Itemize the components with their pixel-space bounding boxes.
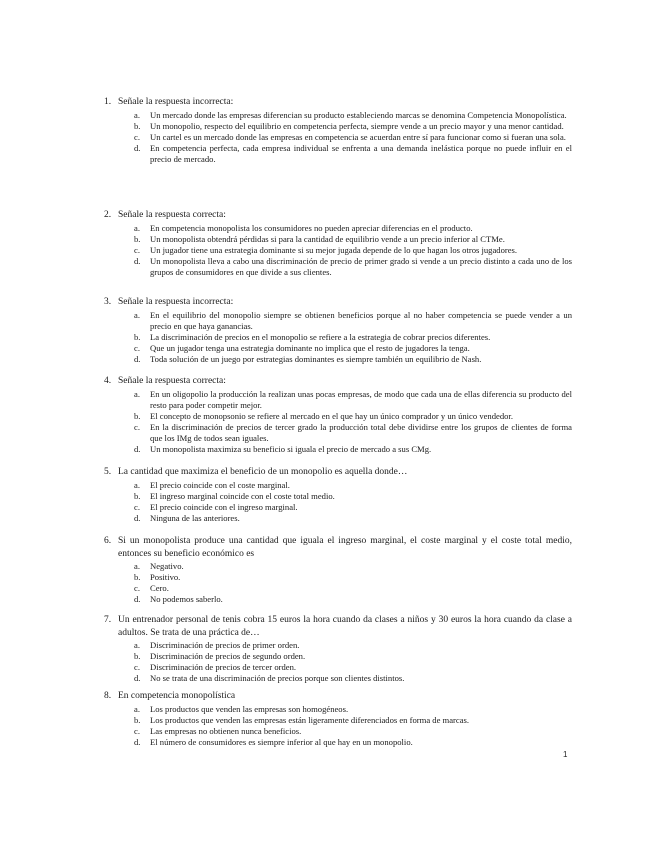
option-text: El ingreso marginal coincide con el coste total medio. (150, 490, 335, 501)
option-letter: c. (134, 131, 140, 142)
option-a (104, 223, 572, 234)
option-letter: d. (134, 673, 141, 683)
question-7 (104, 614, 572, 684)
option-a (104, 389, 572, 411)
page-number: 1 (563, 750, 568, 759)
question-1 (104, 96, 572, 165)
option-letter: b. (134, 651, 141, 661)
option-text: En el equilibrio del monopolio siempre se obtienen beneficios porque al no haber competencia se puede vender a un precio en que haya ganancias. (150, 309, 572, 331)
option-text: No se trata de una discriminación de precios porque son clientes distintos. (150, 673, 405, 683)
option-text: Ninguna de las anteriores. (150, 512, 240, 523)
option-letter: d. (134, 142, 141, 153)
option-text: Discriminación de precios de tercer orden. (150, 662, 297, 672)
option-text: Negativo. (150, 561, 184, 571)
question-text: Señale la respuesta incorrecta: (118, 297, 234, 307)
options-list (104, 640, 572, 684)
option-b (104, 572, 572, 583)
options-list (104, 310, 572, 365)
option-letter: c. (134, 583, 140, 593)
question-8 (104, 690, 572, 748)
question-number: 1. (104, 97, 112, 107)
option-c (104, 726, 572, 737)
option-text: Discriminación de precios de primer orden. (150, 640, 300, 650)
option-b (104, 121, 572, 132)
option-text: Discriminación de precios de segundo orden. (150, 651, 306, 661)
option-b (104, 651, 572, 662)
option-letter: a. (134, 703, 140, 714)
option-a (104, 704, 572, 715)
option-text: Toda solución de un juego por estrategias dominantes es siempre también un equilibrio de Nash. (150, 353, 482, 364)
question-3 (104, 296, 572, 365)
option-text: Cero. (150, 583, 169, 593)
option-text: Que un jugador tenga una estrategia dominante no implica que el resto de jugadores la tenga. (150, 342, 470, 353)
option-letter: c. (134, 244, 140, 255)
option-text: Un monopolio, respecto del equilibrio en competencia perfecta, siempre vende a un precio mayor y una menor cantidad. (150, 120, 564, 131)
option-letter: b. (134, 572, 141, 582)
question-text: En competencia monopolística (118, 691, 236, 701)
option-d (104, 513, 572, 524)
option-letter: c. (134, 342, 140, 353)
question-number: 6. (104, 536, 112, 546)
option-text: En competencia monopolista los consumidores no pueden apreciar diferencias en el producto. (150, 222, 473, 233)
option-text: El número de consumidores es siempre inferior al que hay en un monopolio. (150, 736, 413, 747)
option-a (104, 561, 572, 572)
option-letter: d. (134, 736, 141, 747)
option-c (104, 502, 572, 513)
option-text: Un monopolista obtendrá pérdidas si para la cantidad de equilibrio vende a un precio inferior al CTMe. (150, 233, 505, 244)
option-text: Los productos que venden las empresas son homogéneos. (150, 703, 349, 714)
question-text: Si un monopolista produce una cantidad que iguala el ingreso marginal, el coste marginal y el coste total medio, entonces su beneficio económico es (118, 536, 572, 559)
option-letter: a. (134, 222, 140, 233)
option-text: En un oligopolio la producción la realizan unas pocas empresas, de modo que cada una de ellas diferencia su producto del resto para poder competir mejor. (150, 388, 572, 410)
options-list (104, 110, 572, 165)
option-letter: b. (134, 410, 141, 421)
option-text: Las empresas no obtienen nunca beneficios. (150, 725, 302, 736)
question-number: 2. (104, 210, 112, 220)
question-text: Señale la respuesta incorrecta: (118, 97, 234, 107)
question-text: Señale la respuesta correcta: (118, 376, 226, 386)
option-c (104, 422, 572, 444)
option-text: Un cartel es un mercado donde las empresas en competencia se acuerdan entre sí para funcionar como si fueran una sola. (150, 131, 566, 142)
option-text: Los productos que venden las empresas están ligeramente diferenciados en forma de marcas. (150, 714, 470, 725)
options-list (104, 704, 572, 748)
option-a (104, 640, 572, 651)
option-letter: c. (134, 725, 140, 736)
option-letter: d. (134, 255, 141, 266)
option-text: La discriminación de precios en el monopolio se refiere a la estrategia de cobrar precios diferentes. (150, 331, 491, 342)
question-number: 5. (104, 467, 112, 477)
question-number: 8. (104, 691, 112, 701)
question-6 (104, 535, 572, 605)
option-letter: d. (134, 512, 141, 523)
question-number: 3. (104, 297, 112, 307)
question-text: La cantidad que maximiza el beneficio de un monopolio es aquella donde… (118, 467, 408, 477)
option-text: Un monopolista lleva a cabo una discriminación de precio de primer grado si vende a un precio distinto a cada uno de los grupos de consumidores en que divide a sus clientes. (150, 255, 572, 277)
option-text: No podemos saberlo. (150, 594, 223, 604)
option-letter: a. (134, 479, 140, 490)
option-d (104, 594, 572, 605)
option-c (104, 132, 572, 143)
question-text: Un entrenador personal de tenis cobra 15 euros la hora cuando da clases a niños y 30 euros la hora cuando da clase a adultos. Se trata de una práctica de… (118, 615, 572, 638)
question-4 (104, 375, 572, 455)
option-letter: a. (134, 561, 140, 571)
option-letter: b. (134, 233, 141, 244)
question-number: 7. (104, 615, 112, 625)
option-b (104, 234, 572, 245)
option-d (104, 737, 572, 748)
option-letter: b. (134, 714, 141, 725)
option-letter: b. (134, 490, 141, 501)
question-5 (104, 466, 572, 524)
question-2 (104, 209, 572, 278)
option-text: El precio coincide con el ingreso marginal. (150, 501, 298, 512)
option-text: En competencia perfecta, cada empresa individual se enfrenta a una demanda inelástica porque no puede influir en el precio de mercado. (150, 142, 572, 164)
option-letter: c. (134, 501, 140, 512)
option-letter: d. (134, 443, 141, 454)
option-letter: a. (134, 309, 140, 320)
option-letter: d. (134, 594, 141, 604)
option-c (104, 245, 572, 256)
option-letter: c. (134, 421, 140, 432)
options-list (104, 223, 572, 278)
option-c (104, 343, 572, 354)
option-a (104, 110, 572, 121)
option-text: Un jugador tiene una estrategia dominante si su mejor jugada depende de lo que hagan los otros jugadores. (150, 244, 518, 255)
option-d (104, 256, 572, 278)
option-d (104, 673, 572, 684)
option-c (104, 583, 572, 594)
option-letter: d. (134, 353, 141, 364)
option-letter: a. (134, 388, 140, 399)
option-letter: c. (134, 662, 140, 672)
option-c (104, 662, 572, 673)
option-d (104, 143, 572, 165)
option-d (104, 354, 572, 365)
question-number: 4. (104, 376, 112, 386)
option-text: El precio coincide con el coste marginal. (150, 479, 290, 490)
option-b (104, 332, 572, 343)
option-text: Un mercado donde las empresas diferencian su producto estableciendo marcas se denomina Competencia Monopolística. (150, 109, 567, 120)
question-text: Señale la respuesta correcta: (118, 210, 226, 220)
option-b (104, 491, 572, 502)
option-letter: b. (134, 120, 141, 131)
options-list (104, 561, 572, 605)
option-text: El concepto de monopsonio se refiere al mercado en el que hay un único comprador y un único vendedor. (150, 410, 513, 421)
option-b (104, 715, 572, 726)
options-list (104, 480, 572, 524)
option-d (104, 444, 572, 455)
option-letter: b. (134, 331, 141, 342)
options-list (104, 389, 572, 455)
option-text: En la discriminación de precios de tercer grado la producción total debe dividirse entre los grupos de clientes de forma que los IMg de todos sean iguales. (150, 421, 572, 443)
option-letter: a. (134, 640, 140, 650)
option-b (104, 411, 572, 422)
option-a (104, 310, 572, 332)
option-text: Un monopolista maximiza su beneficio si iguala el precio de mercado a sus CMg. (150, 443, 432, 454)
option-letter: a. (134, 109, 140, 120)
option-a (104, 480, 572, 491)
option-text: Positivo. (150, 572, 181, 582)
